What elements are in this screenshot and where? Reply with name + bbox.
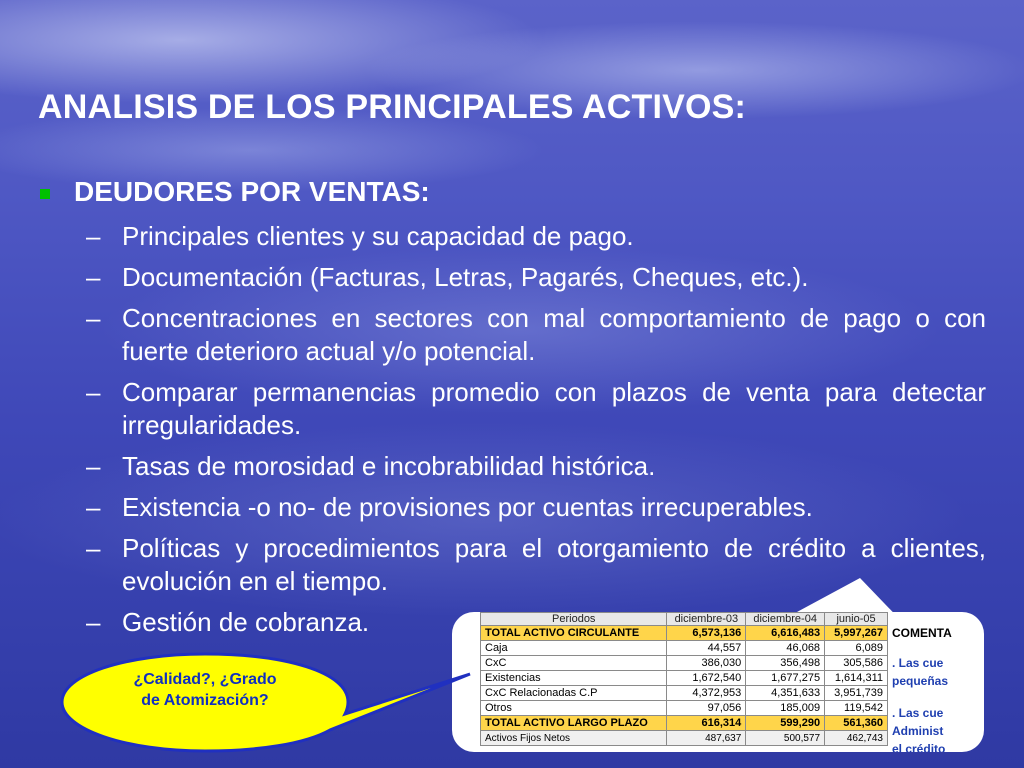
comment-1: [892, 654, 948, 690]
comment-title: COMENTA: [892, 626, 952, 640]
row-label: TOTAL ACTIVO LARGO PLAZO: [481, 716, 667, 731]
header-cell: junio-05: [825, 613, 888, 626]
row-label: Caja: [481, 641, 667, 656]
cell-value: 4,372,953: [667, 686, 746, 701]
cell-value: 1,614,311: [825, 671, 888, 686]
cell-value: 386,030: [667, 656, 746, 671]
cell-value: 561,360: [825, 716, 888, 731]
bullet-heading: DEUDORES POR VENTAS:: [74, 176, 430, 207]
header-cell: diciembre-03: [667, 613, 746, 626]
dash-icon: –: [86, 377, 101, 407]
list-item-text: Documentación (Facturas, Letras, Pagarés, Cheques, etc.).: [122, 262, 809, 292]
cell-value: 6,616,483: [746, 626, 825, 641]
table-row: [481, 716, 888, 731]
bullet-square-icon: [40, 189, 50, 199]
cell-value: 4,351,633: [746, 686, 825, 701]
dash-icon: –: [86, 492, 101, 522]
table-row: [481, 641, 888, 656]
callout-text: [60, 669, 350, 711]
cell-value: 6,573,136: [667, 626, 746, 641]
row-label: Existencias: [481, 671, 667, 686]
table-header-row: [481, 613, 888, 626]
row-label: CxC: [481, 656, 667, 671]
comment-2: [892, 704, 948, 752]
comment-line: pequeñas: [892, 674, 949, 688]
cell-value: 305,586: [825, 656, 888, 671]
list-item: [86, 302, 986, 368]
comment-line: . Las cue: [892, 656, 944, 670]
cell-value: 500,577: [746, 731, 825, 746]
cell-value: 119,542: [825, 701, 888, 716]
balance-table: [480, 612, 888, 746]
row-label: Otros: [481, 701, 667, 716]
list-item-text: Existencia -o no- de provisiones por cuentas irrecuperables.: [122, 492, 813, 522]
callout-bubble: [60, 652, 350, 752]
dash-icon: –: [86, 607, 101, 637]
dash-icon: –: [86, 303, 101, 333]
list-item: [86, 261, 986, 294]
cell-value: 5,997,267: [825, 626, 888, 641]
list-item-text: Principales clientes y su capacidad de pago.: [122, 221, 634, 251]
list-item-text: Comparar permanencias promedio con plazos de venta para detectar irregularidades.: [122, 377, 986, 440]
cell-value: 185,009: [746, 701, 825, 716]
dash-icon: –: [86, 533, 101, 563]
main-bullet: [40, 176, 430, 208]
header-cell: Periodos: [481, 613, 667, 626]
table-row: [481, 731, 888, 746]
list-item-text: Políticas y procedimientos para el otorgamiento de crédito a clientes, evolución en el tiempo.: [122, 533, 986, 596]
comment-line: el crédito: [892, 742, 946, 752]
list-item-text: Gestión de cobranza.: [122, 607, 370, 637]
cell-value: 3,951,739: [825, 686, 888, 701]
table-row: [481, 626, 888, 641]
table-row: [481, 701, 888, 716]
row-label: Activos Fijos Netos: [481, 731, 667, 746]
cell-value: 44,557: [667, 641, 746, 656]
cell-value: 6,089: [825, 641, 888, 656]
cell-value: 356,498: [746, 656, 825, 671]
cell-value: 1,677,275: [746, 671, 825, 686]
comment-line: Administ: [892, 724, 944, 738]
dash-icon: –: [86, 451, 101, 481]
callout-line-2: de Atomización?: [141, 692, 269, 709]
list-item: [86, 450, 986, 483]
list-item-text: Concentraciones en sectores con mal comportamiento de pago o con fuerte deterioro actual y/o potencial.: [122, 303, 986, 366]
comment-line: . Las cue: [892, 706, 944, 720]
cell-value: 462,743: [825, 731, 888, 746]
balance-table-container: [480, 612, 888, 746]
list-item-text: Tasas de morosidad e incobrabilidad histórica.: [122, 451, 656, 481]
list-item: [86, 220, 986, 253]
cell-value: 599,290: [746, 716, 825, 731]
list-item: [86, 606, 452, 639]
spreadsheet-panel: [452, 612, 984, 752]
callout-line-1: ¿Calidad?, ¿Grado: [133, 671, 277, 688]
table-row: [481, 686, 888, 701]
row-label: TOTAL ACTIVO CIRCULANTE: [481, 626, 667, 641]
table-row: [481, 671, 888, 686]
list-item: [86, 491, 986, 524]
dash-icon: –: [86, 221, 101, 251]
cell-value: 46,068: [746, 641, 825, 656]
slide-title: ANALISIS DE LOS PRINCIPALES ACTIVOS:: [38, 88, 747, 126]
dash-icon: –: [86, 262, 101, 292]
cell-value: 487,637: [667, 731, 746, 746]
header-cell: diciembre-04: [746, 613, 825, 626]
comment-column: [892, 626, 952, 752]
cell-value: 616,314: [667, 716, 746, 731]
cell-value: 97,056: [667, 701, 746, 716]
cell-value: 1,672,540: [667, 671, 746, 686]
list-item: [86, 376, 986, 442]
table-row: [481, 656, 888, 671]
row-label: CxC Relacionadas C.P: [481, 686, 667, 701]
